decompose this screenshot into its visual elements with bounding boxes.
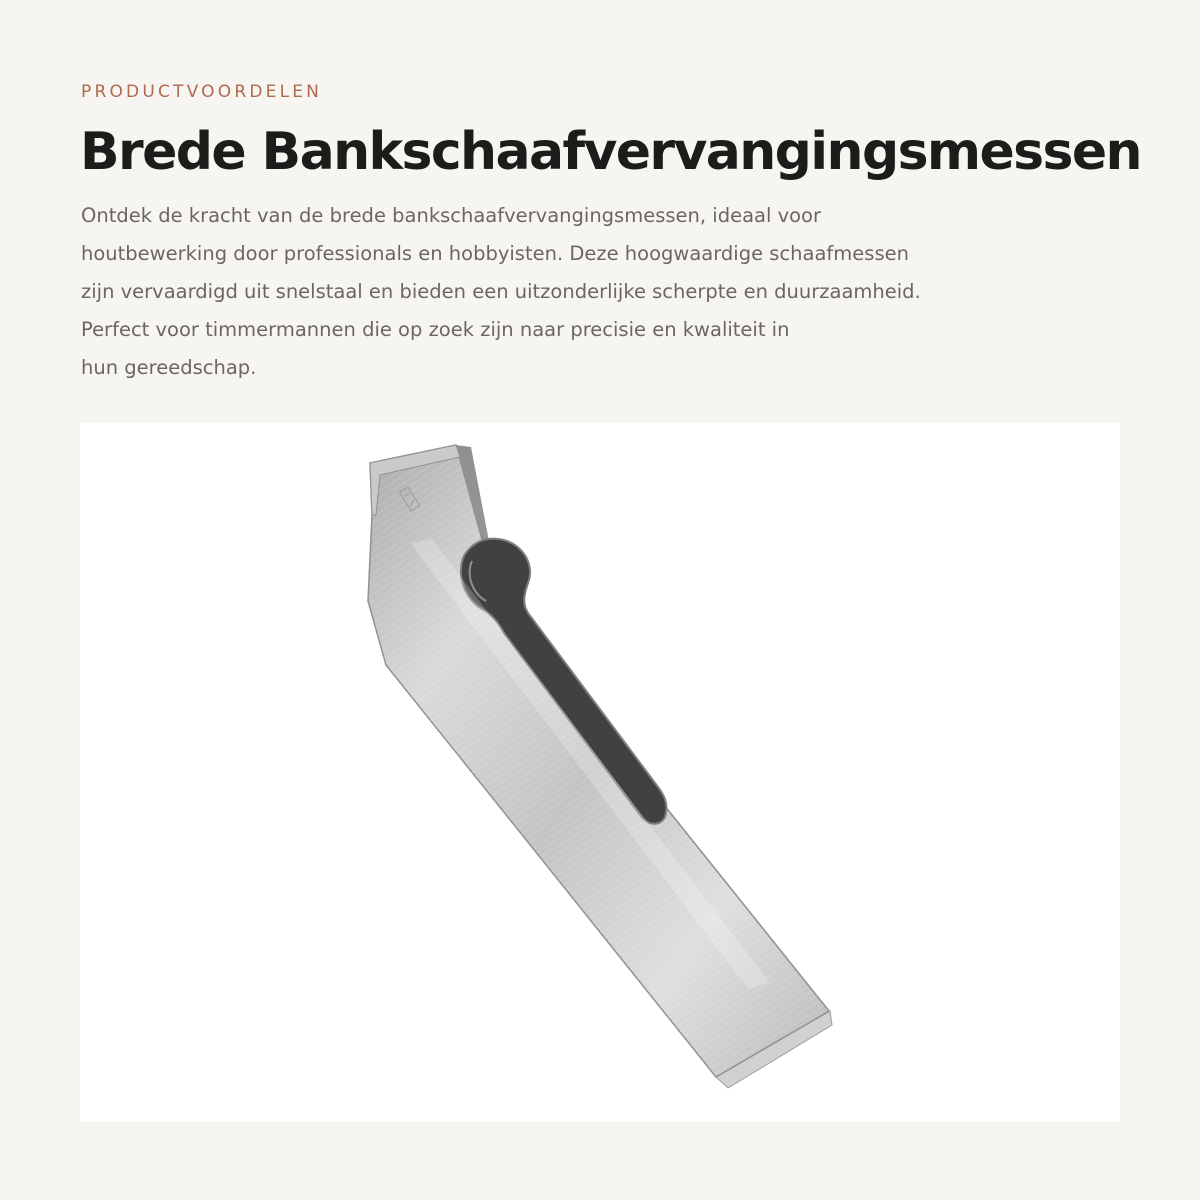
description-line: hun gereedschap. [81,356,257,379]
page-title: Brede Bankschaafvervangingsmessen [80,122,1141,182]
description-line: Ontdek de kracht van de brede bankschaafvervangingsmessen, ideaal voor [81,204,822,227]
section-eyebrow: PRODUCTVOORDELEN [81,82,323,102]
plane-blade-icon [80,423,1120,1122]
description-line: Perfect voor timmermannen die op zoek zijn naar precisie en kwaliteit in [81,318,790,341]
description-line: houtbewerking door professionals en hobbyisten. Deze hoogwaardige schaafmessen [81,242,909,265]
description-line: zijn vervaardigd uit snelstaal en bieden een uitzonderlijke scherpte en duurzaamheid. [81,280,921,303]
product-image [80,423,1120,1122]
product-description [81,197,1081,387]
